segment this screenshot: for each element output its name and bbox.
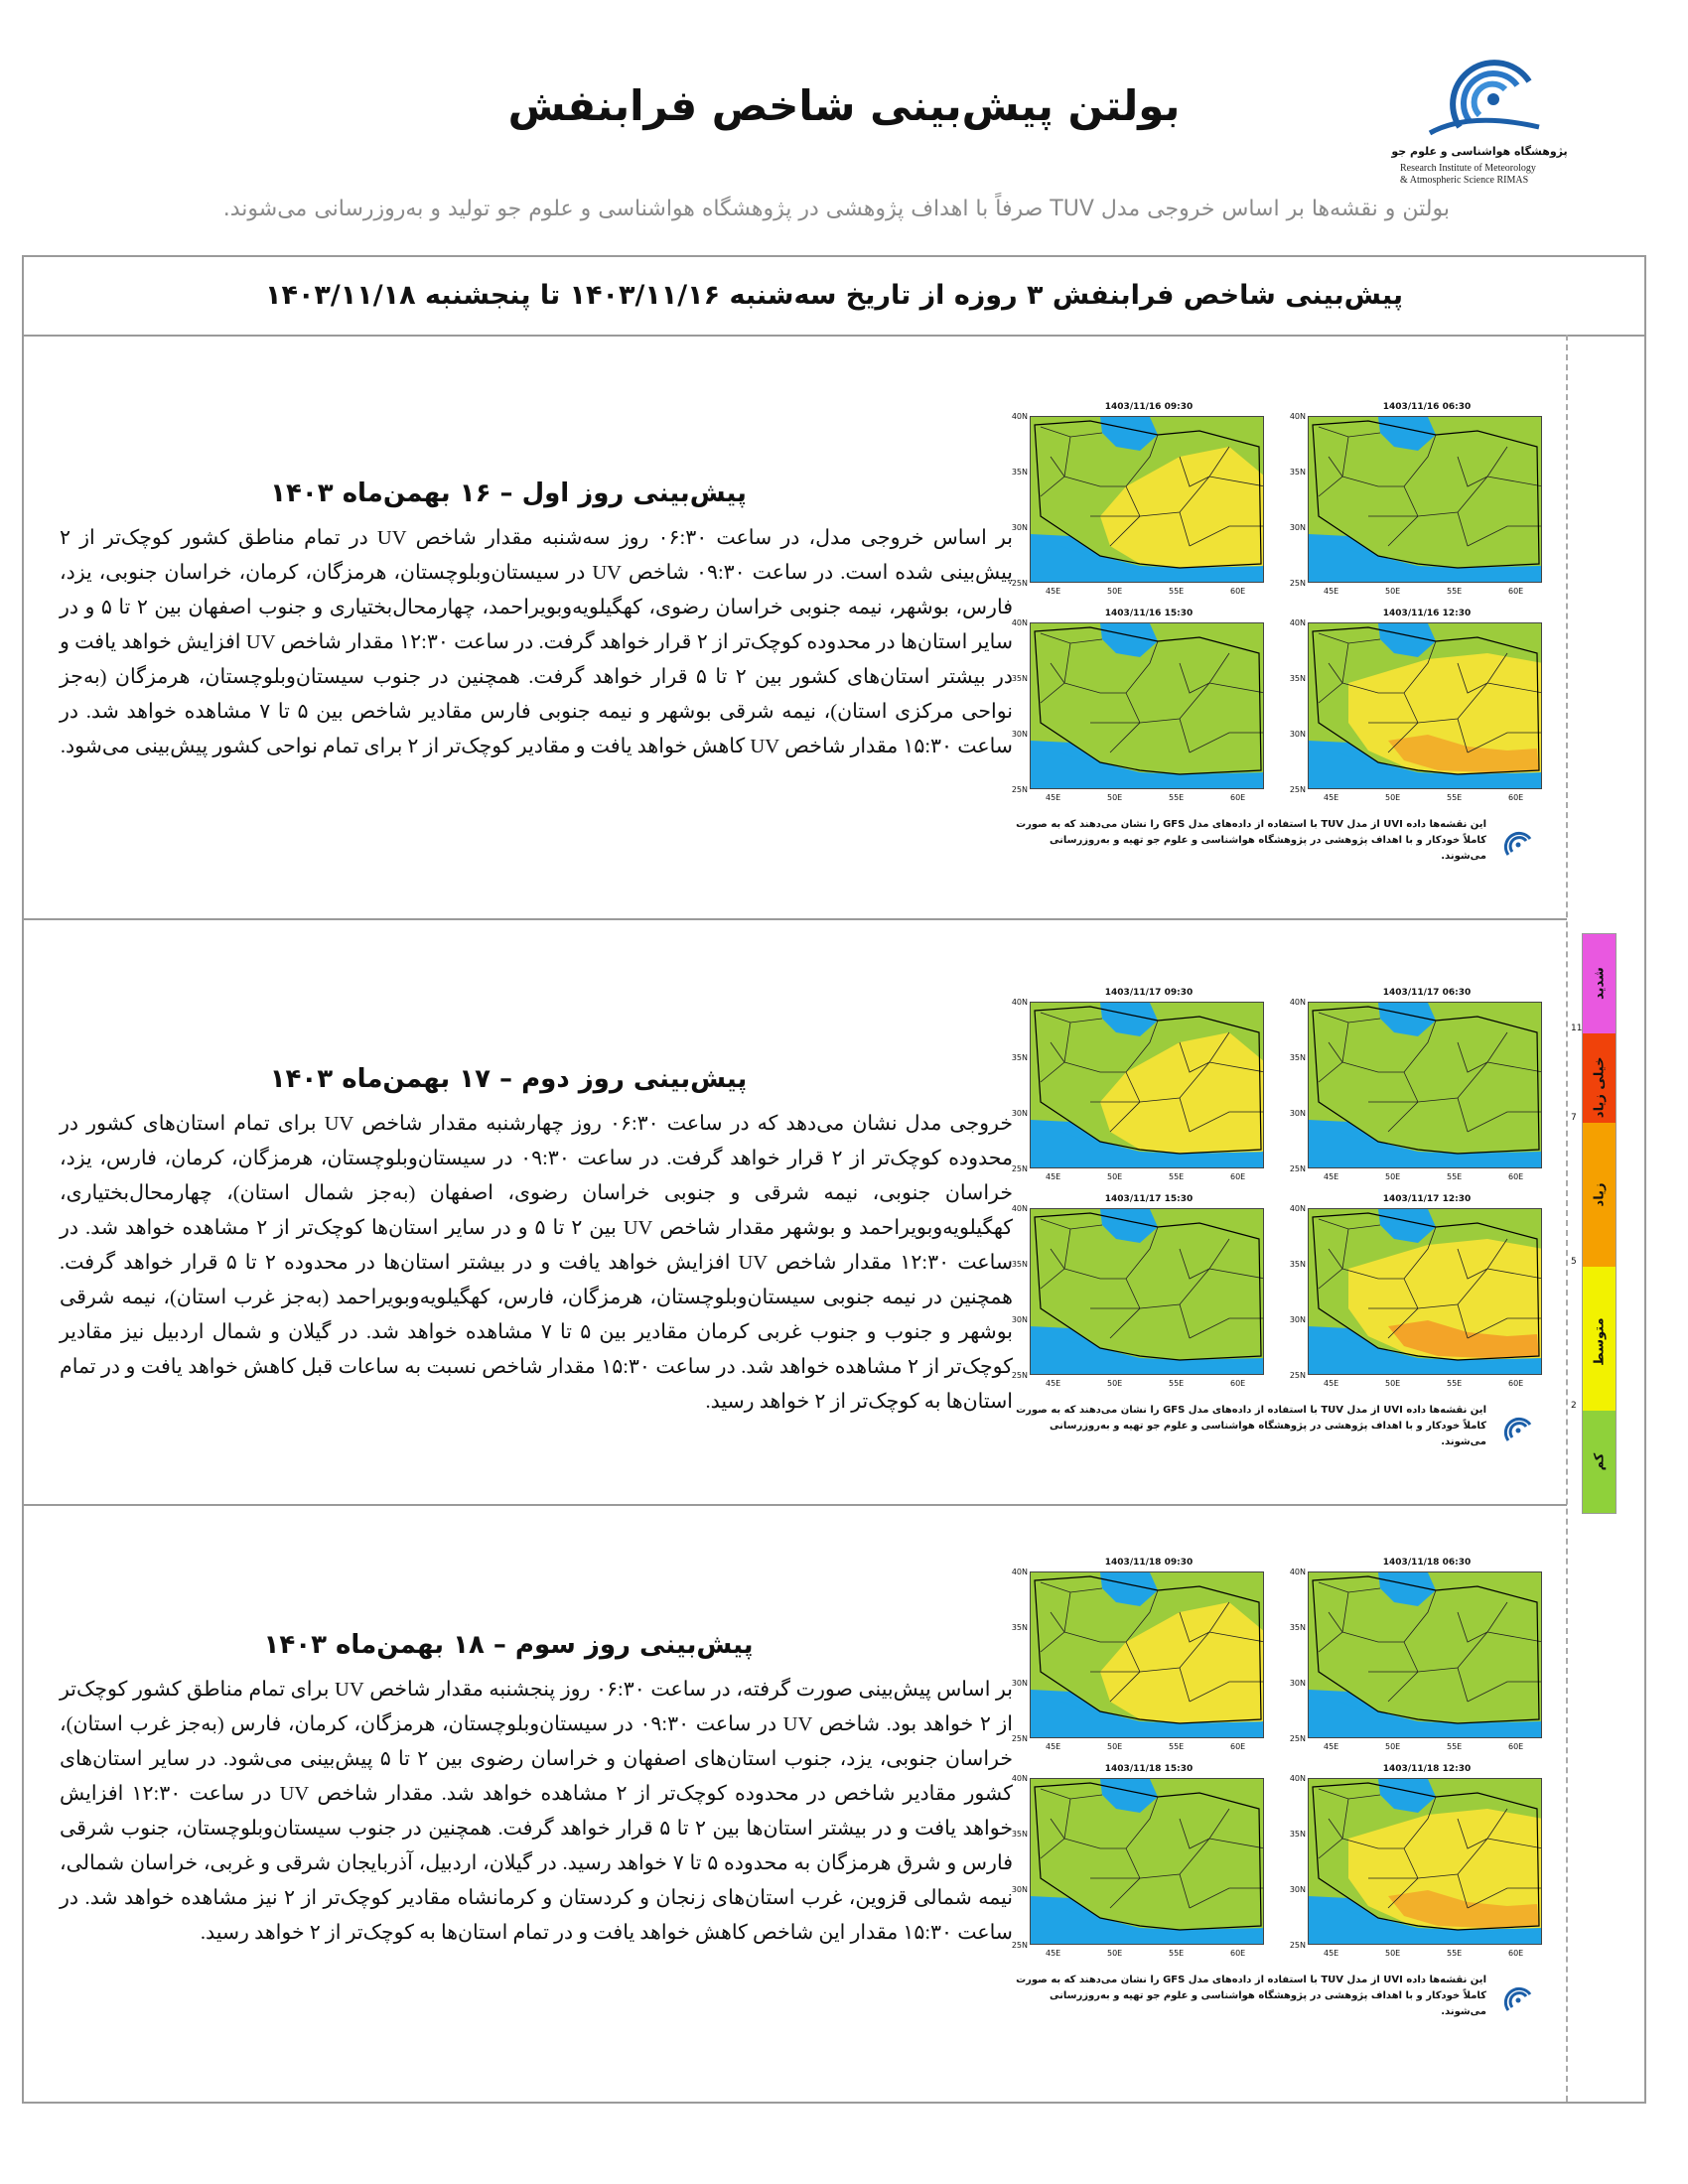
legend-band <box>1583 1267 1616 1411</box>
legend-category-label: زیاد <box>1592 1182 1608 1206</box>
uv-map-image <box>1030 1002 1264 1168</box>
day-title: پیش‌بینی روز سوم – ۱۸ بهمن‌ماه ۱۴۰۳ <box>263 1630 754 1660</box>
map-lon-label: 45E <box>1046 1379 1061 1388</box>
map-lon-label: 50E <box>1385 1742 1401 1751</box>
map-lon-label: 60E <box>1230 1742 1246 1751</box>
map-lon-label: 50E <box>1107 1742 1123 1751</box>
uv-map <box>1278 1194 1550 1395</box>
map-lon-label: 45E <box>1324 1172 1339 1181</box>
map-lat-label: 30N <box>1289 730 1306 739</box>
day-section <box>22 920 1567 1506</box>
map-date-time: 1403/11/16 15:30 <box>1104 609 1194 618</box>
map-lat-label: 35N <box>1289 1623 1306 1632</box>
map-lat-label: 25N <box>1011 1164 1028 1173</box>
map-footer-line-1: این نقشه‌ها داده UVI از مدل TUV با استفاده از داده‌های مدل GFS را نشان می‌دهند که به صورت <box>1016 1405 1486 1416</box>
map-lat-label: 40N <box>1289 618 1306 627</box>
map-date-time: 1403/11/17 15:30 <box>1104 1194 1194 1204</box>
map-lon-label: 50E <box>1107 1949 1123 1958</box>
day-section <box>22 335 1567 920</box>
map-lon-label: 55E <box>1447 1742 1463 1751</box>
map-lat-label: 25N <box>1289 1941 1306 1950</box>
map-date-time: 1403/11/18 12:30 <box>1382 1764 1472 1774</box>
uv-map <box>1000 1558 1272 1758</box>
uv-map <box>1278 988 1550 1188</box>
uv-map <box>1278 609 1550 809</box>
uv-map-grid <box>1000 1558 1571 2034</box>
map-lon-label: 45E <box>1046 1172 1061 1181</box>
map-footer-line-2: کاملاً خودکار و با اهداف پژوهشی در پژوهشگاه هواشناسی و علوم جو تهیه و به‌روزرسانی می‌شوند. <box>1050 1421 1486 1447</box>
rimas-small-logo-icon <box>1496 823 1536 863</box>
legend-category-label: شدید <box>1592 967 1608 1000</box>
map-lat-label: 35N <box>1011 468 1028 477</box>
day-title: پیش‌بینی روز اول – ۱۶ بهمن‌ماه ۱۴۰۳ <box>270 478 747 508</box>
map-lat-label: 25N <box>1011 1941 1028 1950</box>
uv-map <box>1000 1764 1272 1965</box>
map-lon-label: 55E <box>1169 1742 1185 1751</box>
page-subtitle: بولتن و نقشه‌ها بر اساس خروجی مدل TUV صرفاً با اهداف پژوهشی در پژوهشگاه هواشناسی و علوم جو تولید و به‌روزرسانی می‌شوند. <box>222 197 1450 221</box>
map-lat-label: 25N <box>1289 1371 1306 1380</box>
uv-map-image <box>1308 622 1542 789</box>
uv-map-image <box>1308 1208 1542 1375</box>
map-lon-label: 60E <box>1230 587 1246 596</box>
uv-map-image <box>1308 1571 1542 1738</box>
table-heading: پیش‌بینی شاخص فرابنفش ۳ روزه از تاریخ سه‌شنبه ۱۴۰۳/۱۱/۱۶ تا پنجشنبه ۱۴۰۳/۱۱/۱۸ <box>22 255 1646 337</box>
uv-legend <box>1571 933 1617 1514</box>
map-lat-label: 25N <box>1289 1164 1306 1173</box>
map-lon-label: 50E <box>1107 793 1123 802</box>
day-title: پیش‌بینی روز دوم – ۱۷ بهمن‌ماه ۱۴۰۳ <box>269 1064 748 1094</box>
legend-band <box>1583 1411 1616 1513</box>
uv-map <box>1278 402 1550 603</box>
map-lat-label: 25N <box>1011 1371 1028 1380</box>
legend-category-label: کم <box>1592 1452 1608 1470</box>
map-lat-label: 40N <box>1289 1568 1306 1576</box>
map-footer-line-2: کاملاً خودکار و با اهداف پژوهشی در پژوهشگاه هواشناسی و علوم جو تهیه و به‌روزرسانی می‌شوند. <box>1050 835 1486 862</box>
map-lon-label: 55E <box>1447 587 1463 596</box>
uv-map <box>1000 1194 1272 1395</box>
map-lon-label: 60E <box>1508 587 1524 596</box>
legend-tick: 11 <box>1571 1024 1583 1033</box>
map-lat-label: 35N <box>1289 1260 1306 1269</box>
map-lon-label: 45E <box>1046 1949 1061 1958</box>
map-date-time: 1403/11/16 12:30 <box>1382 609 1472 618</box>
map-lat-label: 25N <box>1289 579 1306 588</box>
map-lon-label: 55E <box>1169 1379 1185 1388</box>
uv-map <box>1278 1764 1550 1965</box>
uv-map <box>1000 609 1272 809</box>
map-date-time: 1403/11/16 09:30 <box>1104 402 1194 412</box>
uv-map <box>1278 1558 1550 1758</box>
uv-map-image <box>1030 416 1264 583</box>
map-lat-label: 40N <box>1011 1774 1028 1783</box>
map-lat-label: 30N <box>1289 1679 1306 1688</box>
map-lon-label: 55E <box>1447 1172 1463 1181</box>
map-footer <box>1000 817 1556 875</box>
map-lat-label: 35N <box>1011 1623 1028 1632</box>
map-lon-label: 60E <box>1508 1949 1524 1958</box>
uv-map-grid <box>1000 402 1571 879</box>
map-lat-label: 35N <box>1011 1260 1028 1269</box>
map-lat-label: 30N <box>1289 523 1306 532</box>
map-lon-label: 45E <box>1324 793 1339 802</box>
map-footer-line-1: این نقشه‌ها داده UVI از مدل TUV با استفاده از داده‌های مدل GFS را نشان می‌دهند که به صورت <box>1016 819 1486 830</box>
map-date-time: 1403/11/17 12:30 <box>1382 1194 1472 1204</box>
map-lon-label: 45E <box>1324 1379 1339 1388</box>
map-lat-label: 30N <box>1011 1885 1028 1894</box>
map-footer <box>1000 1973 1556 2030</box>
day-forecast-text: بر اساس پیش‌بینی صورت گرفته، در ساعت ۰۶:۳۰ روز پنجشنبه مقدار شاخص UV برای تمام مناطق کشور کوچک‌تر از ۲ خواهد بود. شاخص UV در ساعت ۰۹:۳۰ در سیستان‌وبلوچستان، هرمزگان، کرمان، فارس (به‌جز غرب استان)، خراسان جنوبی، یزد، جنوب استان‌های اصفهان و خراسان رضوی بین ۲ تا ۵ پیش‌بینی می‌شود. در سایر استان‌های کشور مقادیر شاخص در محدوده کوچک‌تر از ۲ مشاهده خواهد شد. مقدار شاخص UV در ساعت ۱۲:۳۰ افزایش خواهد یافت و در بیشتر استان‌ها بین ۲ تا ۵ قرار خواهد گرفت. همچنین در جنوب سیستان‌وبلوچستان، جنوب شرقی فارس و شرق هرمزگان به محدوده ۵ تا ۷ خواهد رسید. در گیلان، اردبیل، آذربایجان شرقی و غربی، خراسان شمالی، نیمه شمالی قزوین، غرب استان‌های زنجان و کردستان و کرمانشاه مقادیر کوچک‌تر از ۲ نیز مشاهده خواهد شد. در ساعت ۱۵:۳۰ مقدار این شاخص کاهش خواهد یافت و در تمام استان‌ها به کوچک‌تر از ۲ خواهد رسید. <box>60 1679 1014 1944</box>
map-lon-label: 50E <box>1385 1379 1401 1388</box>
map-footer-text <box>1010 817 1486 865</box>
uv-map-image <box>1308 1778 1542 1945</box>
map-lat-label: 30N <box>1289 1109 1306 1118</box>
map-lat-label: 25N <box>1011 785 1028 794</box>
map-lat-label: 40N <box>1011 1568 1028 1576</box>
rimas-logo-icon <box>1390 42 1569 145</box>
map-lon-label: 45E <box>1324 587 1339 596</box>
map-lat-label: 40N <box>1011 412 1028 421</box>
map-footer-line-1: این نقشه‌ها داده UVI از مدل TUV با استفاده از داده‌های مدل GFS را نشان می‌دهند که به صورت <box>1016 1975 1486 1985</box>
map-footer-line-2: کاملاً خودکار و با اهداف پژوهشی در پژوهشگاه هواشناسی و علوم جو تهیه و به‌روزرسانی می‌شوند. <box>1050 1990 1486 2017</box>
uv-map <box>1000 988 1272 1188</box>
map-lat-label: 30N <box>1289 1885 1306 1894</box>
map-lat-label: 35N <box>1289 1830 1306 1839</box>
map-lat-label: 40N <box>1011 618 1028 627</box>
map-lat-label: 35N <box>1011 1053 1028 1062</box>
map-lat-label: 30N <box>1011 1109 1028 1118</box>
map-lon-label: 50E <box>1107 1172 1123 1181</box>
map-footer-text <box>1010 1973 1486 2020</box>
map-lat-label: 25N <box>1289 1734 1306 1743</box>
legend-tick: 5 <box>1571 1257 1577 1267</box>
rimas-small-logo-icon <box>1496 1409 1536 1448</box>
day-forecast-text: خروجی مدل نشان می‌دهد که در ساعت ۰۶:۳۰ روز چهارشنبه مقدار شاخص UV برای تمام استان‌های کشور در محدوده کوچک‌تر از ۲ قرار خواهد گرفت. در ساعت ۰۹:۳۰ در سیستان‌وبلوچستان، هرمزگان، کرمان، فارس، یزد، خراسان جنوبی، نیمه شرقی و جنوبی خراسان رضوی، اصفهان (به‌جز شمال استان)، چهارمحال‌بختیاری، کهگیلویه‌وبویراحمد و بوشهر مقدار شاخص UV بین ۲ تا ۵ و در سایر استان‌ها کوچک‌تر از ۲ مشاهده خواهد شد. در ساعت ۱۲:۳۰ مقدار شاخص UV افزایش خواهد یافت و در بیشتر استان‌ها در محدوده ۲ تا ۵ قرار خواهد گرفت. همچنین در نیمه جنوبی سیستان‌وبلوچستان، هرمزگان، فارس، کهگیلویه‌وبویراحمد (به‌جز غرب استان)، نیمه شرقی بوشهر و جنوب و جنوب غربی کرمان مقادیر بین ۵ تا ۷ مشاهده خواهد شد. در گیلان و شمال اردبیل نیز مقادیر کوچک‌تر از ۲ مشاهده خواهد شد. در ساعت ۱۵:۳۰ مقدار شاخص نسبت به ساعات قبل کاهش خواهد یافت و در تمام استان‌ها به کوچک‌تر از ۲ خواهد رسید. <box>60 1113 1014 1413</box>
map-lon-label: 60E <box>1508 793 1524 802</box>
map-footer <box>1000 1403 1556 1460</box>
map-lon-label: 60E <box>1230 793 1246 802</box>
uv-map <box>1000 402 1272 603</box>
map-lon-label: 55E <box>1447 1379 1463 1388</box>
map-lat-label: 40N <box>1289 1774 1306 1783</box>
uv-map-image <box>1030 622 1264 789</box>
map-date-time: 1403/11/16 06:30 <box>1382 402 1472 412</box>
map-lat-label: 35N <box>1011 674 1028 683</box>
map-lat-label: 30N <box>1289 1315 1306 1324</box>
map-lon-label: 60E <box>1508 1172 1524 1181</box>
day-section <box>22 1506 1567 2104</box>
map-lat-label: 35N <box>1289 674 1306 683</box>
map-lat-label: 30N <box>1011 1315 1028 1324</box>
map-date-time: 1403/11/17 09:30 <box>1104 988 1194 998</box>
uv-map-grid <box>1000 988 1571 1464</box>
legend-tick: 7 <box>1571 1113 1577 1123</box>
map-lat-label: 35N <box>1289 468 1306 477</box>
page-title: بولتن پیش‌بینی شاخص فرابنفش <box>507 81 1181 130</box>
map-lon-label: 45E <box>1046 1742 1061 1751</box>
map-lon-label: 55E <box>1169 793 1185 802</box>
legend-band <box>1583 1033 1616 1123</box>
map-lon-label: 55E <box>1169 587 1185 596</box>
legend-band <box>1583 934 1616 1033</box>
map-lon-label: 50E <box>1107 1379 1123 1388</box>
map-lat-label: 35N <box>1289 1053 1306 1062</box>
map-lon-label: 45E <box>1046 793 1061 802</box>
logo-name-en-2: & Atmospheric Science RIMAS <box>1400 175 1529 186</box>
map-lon-label: 55E <box>1169 1172 1185 1181</box>
map-lon-label: 60E <box>1508 1742 1524 1751</box>
map-lon-label: 60E <box>1230 1172 1246 1181</box>
uv-map-image <box>1030 1571 1264 1738</box>
map-lat-label: 40N <box>1011 998 1028 1007</box>
map-lon-label: 45E <box>1324 1949 1339 1958</box>
map-lon-label: 55E <box>1169 1949 1185 1958</box>
day-forecast-text: بر اساس خروجی مدل، در ساعت ۰۶:۳۰ روز سه‌شنبه مقدار شاخص UV در تمام مناطق کشور کوچک‌تر از ۲ پیش‌بینی شده است. در ساعت ۰۹:۳۰ شاخص UV در سیستان‌وبلوچستان، هرمزگان، کرمان، خراسان جنوبی، یزد، فارس، بوشهر، نیمه جنوبی خراسان رضوی، کهگیلویه‌وبویراحمد، چهارمحال‌بختیاری و جنوب اصفهان بین ۲ تا ۵ و در سایر استان‌ها در محدوده کوچک‌تر از ۲ قرار خواهد گرفت. در ساعت ۱۲:۳۰ مقدار شاخص UV افزایش خواهد یافت و در بیشتر استان‌های کشور بین ۲ تا ۵ قرار خواهد گرفت. همچنین در جنوب سیستان‌وبلوچستان، هرمزگان (به‌جز نواحی مرکزی استان)، نیمه شرقی بوشهر و نیمه جنوبی فارس مقادیر شاخص بین ۵ تا ۷ مشاهده خواهد شد. در ساعت ۱۵:۳۰ مقدار شاخص UV کاهش خواهد یافت و مقادیر کوچک‌تر از ۲ برای تمام نواحی کشور پیش‌بینی می‌شود. <box>60 527 1014 757</box>
map-lon-label: 50E <box>1385 793 1401 802</box>
map-lon-label: 50E <box>1385 1172 1401 1181</box>
map-lon-label: 50E <box>1107 587 1123 596</box>
uv-map-image <box>1308 1002 1542 1168</box>
map-lat-label: 40N <box>1011 1204 1028 1213</box>
map-lon-label: 60E <box>1230 1949 1246 1958</box>
rimas-logo <box>1390 42 1569 191</box>
map-lon-label: 60E <box>1230 1379 1246 1388</box>
map-lat-label: 40N <box>1289 412 1306 421</box>
map-lat-label: 25N <box>1011 579 1028 588</box>
rimas-small-logo-icon <box>1496 1979 1536 2018</box>
map-date-time: 1403/11/18 06:30 <box>1382 1558 1472 1568</box>
map-lon-label: 50E <box>1385 1949 1401 1958</box>
map-lat-label: 30N <box>1011 523 1028 532</box>
legend-band <box>1583 1123 1616 1267</box>
map-lat-label: 40N <box>1289 1204 1306 1213</box>
logo-name-en-1: Research Institute of Meteorology <box>1400 163 1536 174</box>
legend-tick: 2 <box>1571 1401 1577 1411</box>
map-lon-label: 55E <box>1447 793 1463 802</box>
map-lon-label: 60E <box>1508 1379 1524 1388</box>
map-date-time: 1403/11/17 06:30 <box>1382 988 1472 998</box>
map-date-time: 1403/11/18 09:30 <box>1104 1558 1194 1568</box>
map-lat-label: 30N <box>1011 1679 1028 1688</box>
map-lat-label: 35N <box>1011 1830 1028 1839</box>
map-lat-label: 25N <box>1011 1734 1028 1743</box>
map-lat-label: 25N <box>1289 785 1306 794</box>
map-lon-label: 50E <box>1385 587 1401 596</box>
map-footer-text <box>1010 1403 1486 1450</box>
map-lon-label: 55E <box>1447 1949 1463 1958</box>
map-lat-label: 40N <box>1289 998 1306 1007</box>
uv-map-image <box>1308 416 1542 583</box>
uv-map-image <box>1030 1778 1264 1945</box>
map-lon-label: 45E <box>1046 587 1061 596</box>
map-date-time: 1403/11/18 15:30 <box>1104 1764 1194 1774</box>
map-lat-label: 30N <box>1011 730 1028 739</box>
logo-name-fa: پژوهشگاه هواشناسی و علوم جو <box>1391 145 1568 158</box>
map-lon-label: 45E <box>1324 1742 1339 1751</box>
legend-category-label: متوسط <box>1592 1317 1608 1366</box>
legend-category-label: خیلی زیاد <box>1592 1056 1608 1119</box>
uv-map-image <box>1030 1208 1264 1375</box>
